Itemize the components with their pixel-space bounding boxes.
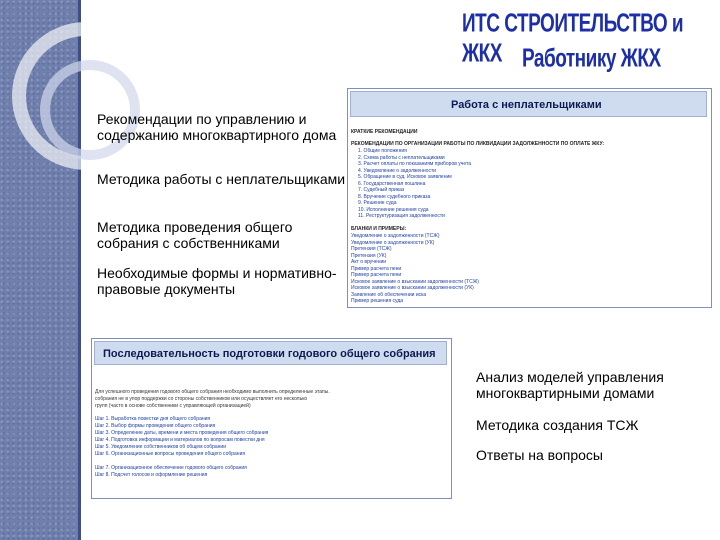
link-management-models-analysis[interactable]: Анализ моделей управления многоквартирными домами [476, 369, 664, 401]
screenshot-line: 5. Обращение в суд. Исковое заявление [358, 174, 453, 180]
screenshot-line: Уведомление о задолженности (ТСЖ) [351, 233, 440, 239]
screenshot-line: 6. Государственная пошлина [358, 180, 426, 187]
screenshot-header: Последовательность подготовки годового общего собрания [94, 341, 447, 365]
screenshot-line: 9. Решение суда [358, 200, 397, 206]
link-hoa-creation-methodology[interactable]: Методика создания ТСЖ [476, 417, 639, 433]
screenshot-line: РЕКОМЕНДАЦИИ ПО ОРГАНИЗАЦИИ РАБОТЫ ПО ЛИКВИДАЦИИ ЗАДОЛЖЕННОСТИ ПО ОПЛАТЕ ЖКУ: [351, 141, 605, 147]
screenshot-line: собрания не в упор поддержки со стороны собственников или осуществляет его несколько [95, 396, 308, 402]
screenshot-line: Пример расчета пени [351, 272, 402, 278]
screenshot-line: 11. Реструктуризация задолженности [358, 213, 445, 219]
screenshot-line: Заявление об обеспечении иска [351, 291, 427, 298]
screenshot-line: Акт о вручении [351, 259, 387, 265]
link-debtors-methodology[interactable]: Методика работы с неплательщиками [97, 171, 346, 187]
page-title: ИТС СТРОИТЕЛЬСТВО и ЖКХ [462, 10, 684, 69]
screenshot-line: 10. Исполнение решения суда [358, 206, 429, 213]
screenshot-line: Шаг 7. Организационное обеспечение годового общего собрания [95, 465, 247, 471]
screenshot-line: 2. Схема работы с неплательщиками [358, 154, 445, 161]
page-subtitle: Работнику ЖКХ [522, 45, 661, 74]
screenshot-line: Уведомление о задолженности (УК) [351, 239, 435, 246]
screenshot-line: Претензия (ТСЖ) [351, 246, 392, 252]
screenshot-line: групп (часто в основе собственники с управляющей организацией) [95, 403, 251, 409]
screenshot-line: Шаг 6. Организационные вопросы проведения общего собрания [95, 451, 246, 457]
screenshot-line: Шаг 4. Подготовка информации и материалов по вопросам повестки дня [95, 437, 265, 443]
screenshot-line: БЛАНКИ И ПРИМЕРЫ: [351, 226, 407, 232]
screenshot-line: Шаг 2. Выбор формы проведения общего собрания [95, 423, 216, 429]
screenshot-line: Шаг 5. Уведомление собственников об общем собрании [95, 444, 227, 450]
screenshot-line: КРАТКИЕ РЕКОМЕНДАЦИИ [351, 129, 418, 135]
screenshot-line: Пример решения суда [351, 298, 404, 304]
screenshot-line: Исковое заявление о взыскании задолженности (УК) [351, 285, 474, 291]
screenshot-line: Претензия (УК) [351, 252, 387, 259]
screenshot-header: Работа с неплательщиками [350, 91, 707, 117]
screenshot-line: Шаг 8. Подсчет голосов и оформление решения [95, 472, 208, 478]
screenshot-line: 7. Судебный приказ [358, 187, 405, 193]
screenshot-line: Исковое заявление о взыскании задолженности (ТСЖ) [351, 278, 479, 285]
decorative-ring-inner [40, 60, 140, 160]
screenshot-line: 1. Общие положения [358, 148, 407, 154]
screenshot-line: Для успешного проведения годового общего собрания необходимо выполнить определенные этапы. [95, 389, 330, 395]
screenshot-line: Пример расчета пени [351, 265, 402, 272]
screenshot-line: 3. Расчет оплаты по показаниям приборов учета [358, 161, 472, 167]
link-forms-and-documents[interactable]: Необходимые формы и нормативно-правовые документы [97, 265, 337, 297]
screenshot-line: 8. Вручение судебного приказа [358, 193, 431, 200]
screenshot-line: Шаг 1. Выработка повестки дня общего собрания [95, 416, 211, 422]
debtors-page-screenshot [347, 88, 712, 308]
screenshot-line: 4. Уведомление о задолженности [358, 167, 437, 174]
link-general-meeting-methodology[interactable]: Методика проведения общего собрания с собственниками [97, 219, 293, 251]
screenshot-line: Шаг 3. Определение даты, времени и места проведения общего собрания [95, 430, 269, 436]
meeting-preparation-screenshot [91, 338, 452, 499]
link-faq[interactable]: Ответы на вопросы [476, 447, 603, 463]
link-management-recommendations[interactable]: Рекомендации по управлению и содержанию многоквартирного дома [97, 111, 337, 143]
